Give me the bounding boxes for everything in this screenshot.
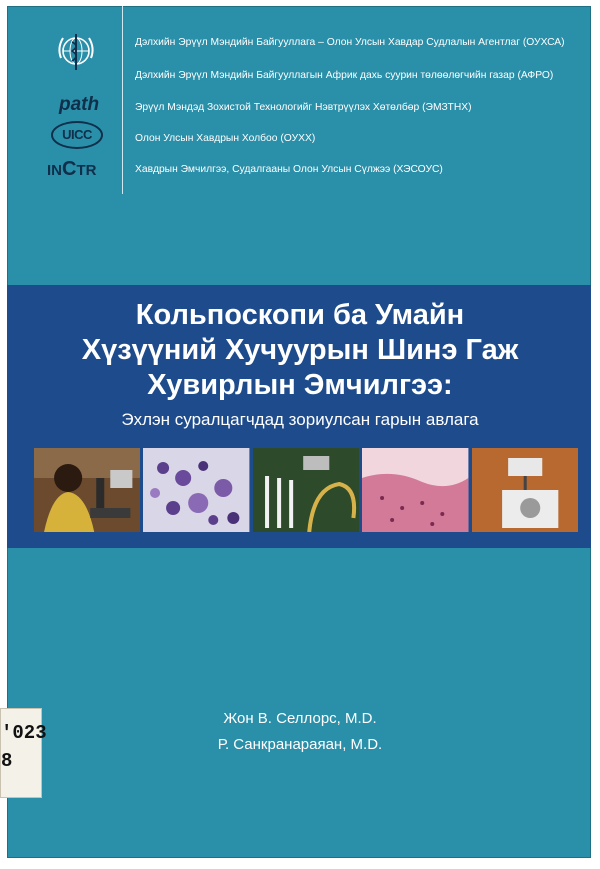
path-logo: path xyxy=(59,94,100,115)
who-emblem-icon xyxy=(53,28,99,74)
authors-block xyxy=(0,706,600,758)
title-line: Хувирлын Эмчилгээ: xyxy=(147,369,453,401)
organization-line: Эрүүл Мэндэд Зохистой Технологийг Нэвтрүүлэх Хөтөлбөр (ЭМЗТНХ) xyxy=(135,102,472,113)
inctr-logo xyxy=(47,158,96,181)
book-title xyxy=(0,298,600,403)
logo-column xyxy=(7,6,122,194)
book-subtitle: Эхлэн суралцагчдад зориулсан гарын авлага xyxy=(121,410,479,429)
organization-line: Хавдрын Эмчилгээ, Судалгааны Олон Улсын Сүлжээ (ХЭСОУС) xyxy=(135,164,443,175)
uicc-logo xyxy=(51,121,103,149)
organization-line: Дэлхийн Эрүүл Мэндийн Байгууллагын Африк дахь суурин төлөөлөгчийн газар (АФРО) xyxy=(135,70,554,81)
title-line: Кольпоскопи ба Умайн xyxy=(135,299,465,331)
inctr-logo-part: TR xyxy=(76,162,97,179)
uicc-logo-text: UICC xyxy=(62,127,92,142)
cytology-smear-photo xyxy=(143,448,249,532)
instruments-photo xyxy=(253,448,359,532)
photo-strip xyxy=(34,448,578,532)
author-name: Жон В. Селлорс, M.D. xyxy=(223,710,377,727)
label-line: 8 xyxy=(1,750,13,772)
author-name: Р. Санкранараяан, M.D. xyxy=(217,736,383,753)
clinician-microscope-photo xyxy=(34,448,140,532)
library-label-text xyxy=(1,719,47,775)
inctr-logo-part: C xyxy=(62,158,77,180)
vertical-divider xyxy=(122,6,123,194)
organization-line: Олон Улсын Хавдрын Холбоо (ОУХХ) xyxy=(135,133,316,144)
histology-tissue-photo xyxy=(362,448,468,532)
cryotherapy-unit-photo xyxy=(472,448,578,532)
label-line: '023 xyxy=(1,722,47,744)
organization-line: Дэлхийн Эрүүл Мэндийн Байгууллага – Олон Улсын Хавдар Судлалын Агентлаг (ОУХСА) xyxy=(135,37,565,48)
library-spine-label xyxy=(0,708,47,798)
inctr-logo-part: IN xyxy=(47,162,62,179)
title-line: Хүзүүний Хучуурын Шинэ Гаж xyxy=(81,334,519,366)
